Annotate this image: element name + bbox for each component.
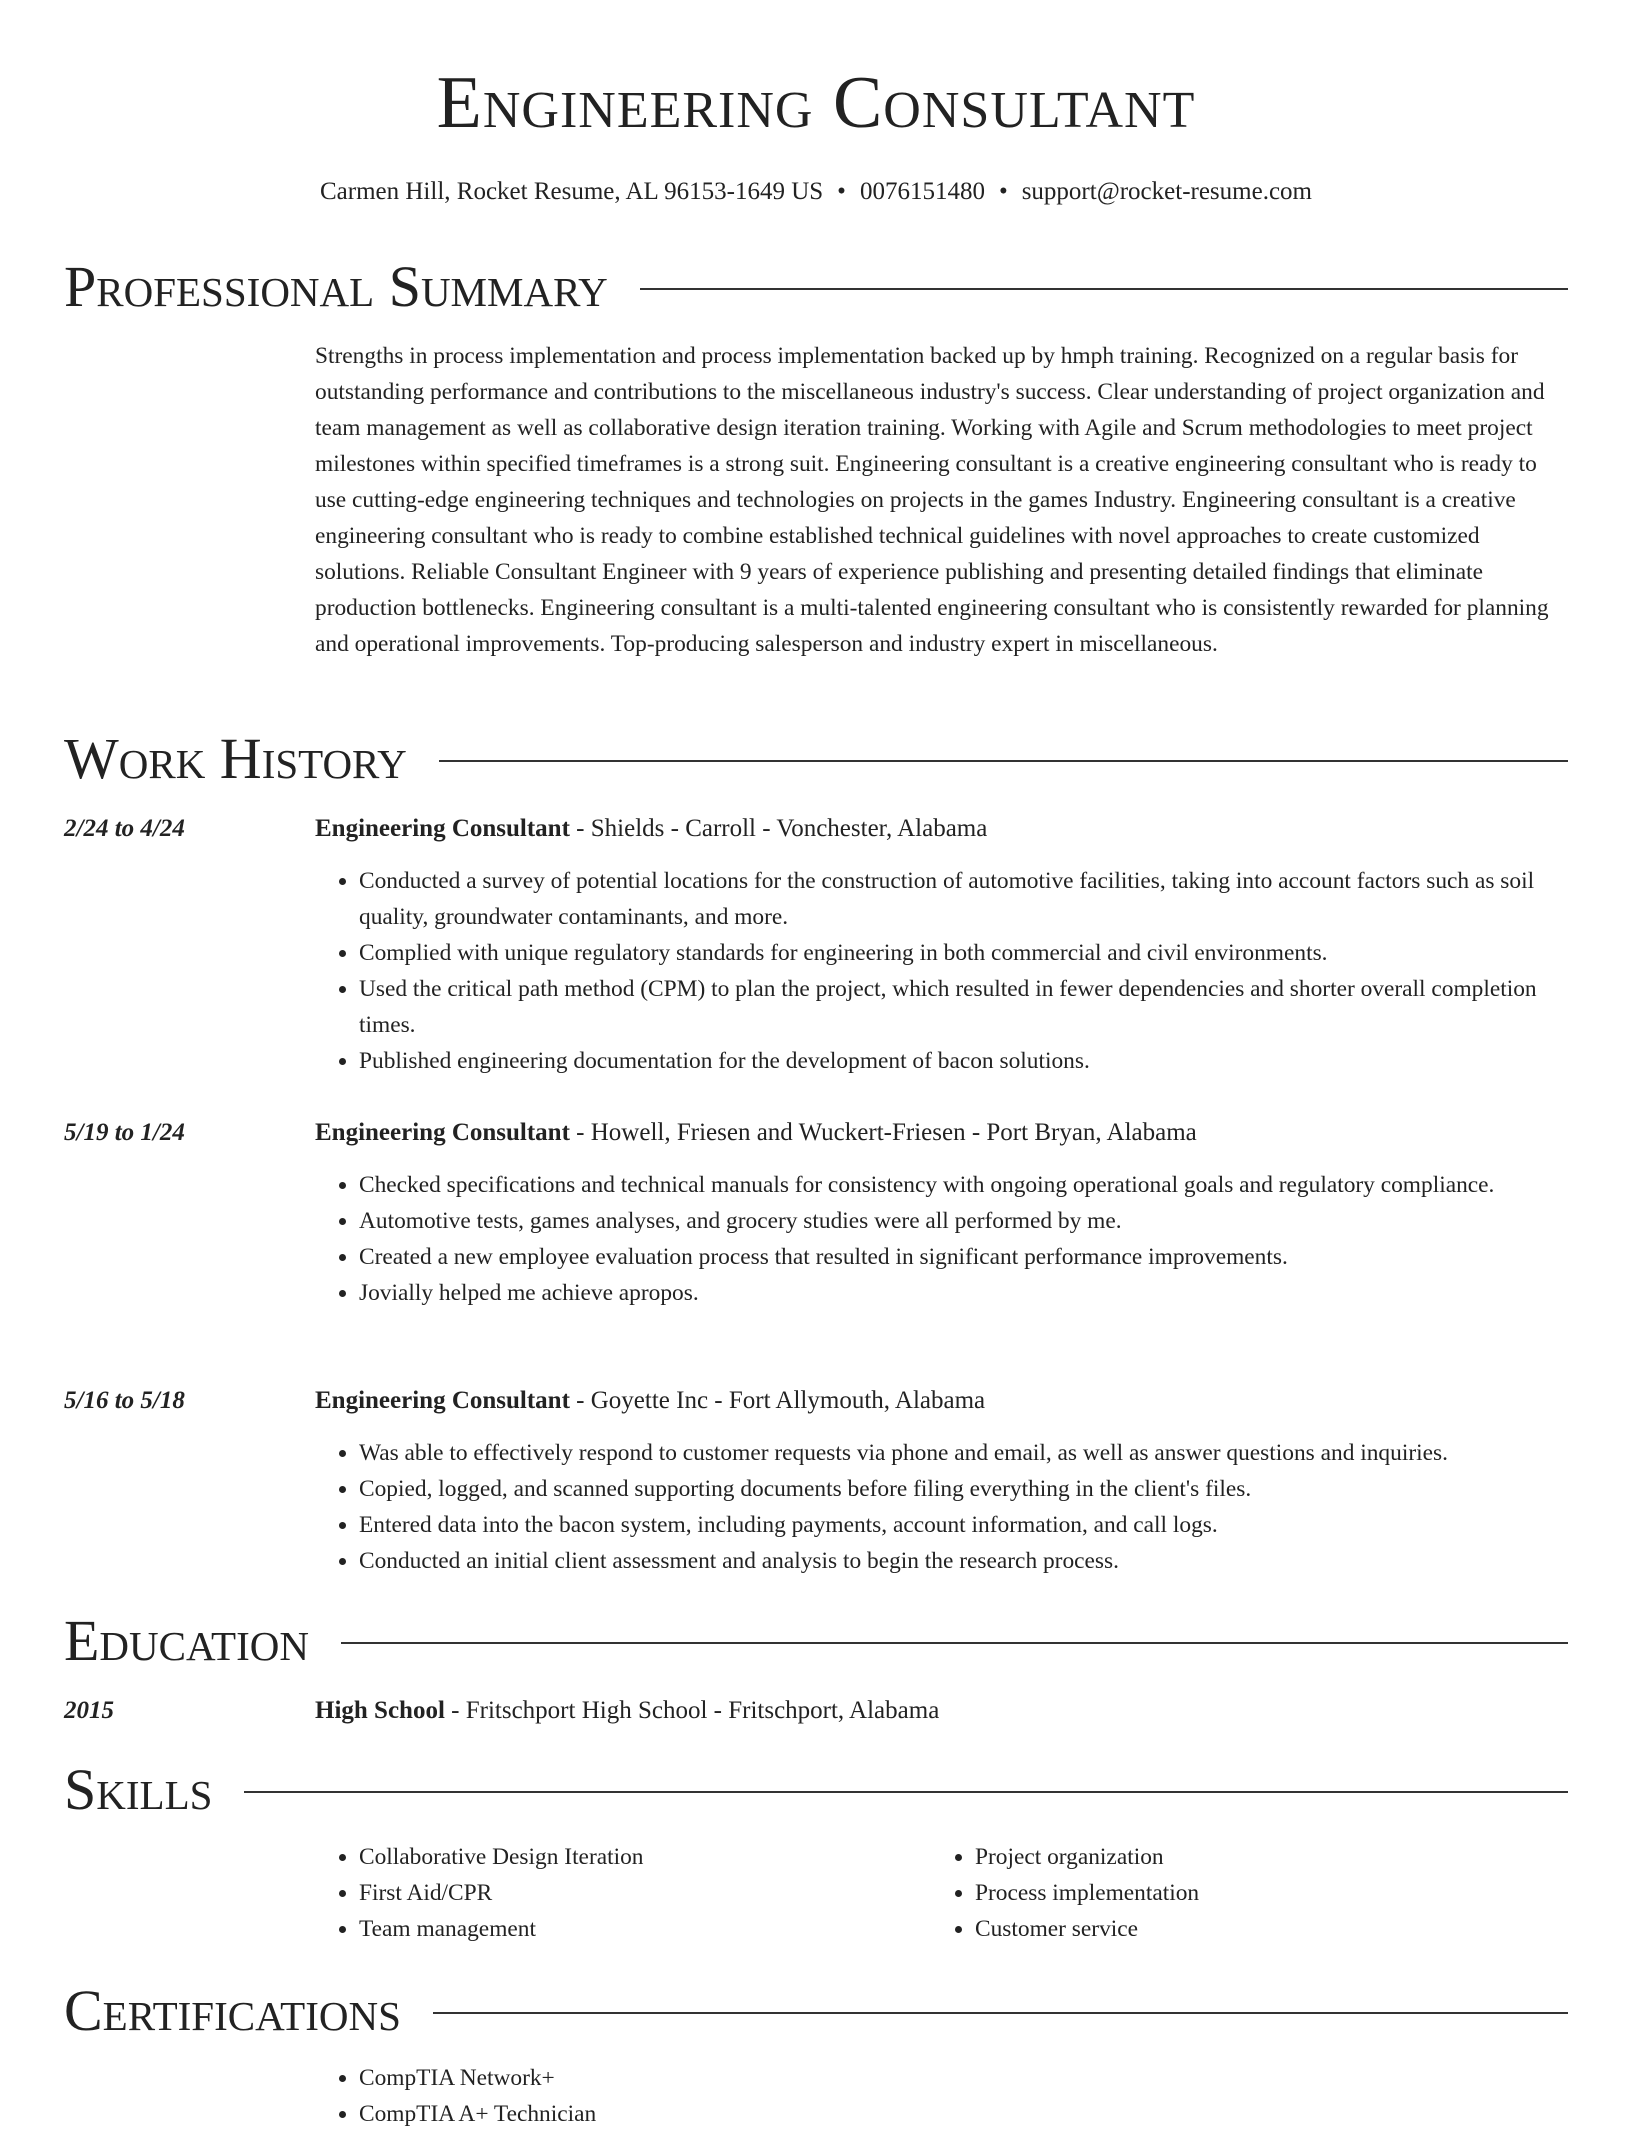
education-details: - Fritschport High School - Fritschport, Alabama [444,1697,940,1724]
job-bullets [315,1167,1570,1311]
skill-item: • Team management [359,1911,959,1947]
job-bullet: • Created a new employee evaluation process that resulted in significant performance improvements. [359,1239,1570,1275]
job-bullet: • Conducted an initial client assessment and analysis to begin the research process. [359,1543,1570,1579]
job-title: Engineering Consultant [315,1119,570,1146]
section-divider [341,1642,1568,1644]
contact-line [0,175,1632,209]
job-bullet: • Published engineering documentation for the development of bacon solutions. [359,1043,1570,1079]
job-details: - Shields - Carroll - Vonchester, Alabama [569,815,988,842]
job-dates: 2/24 to 4/24 [64,815,185,842]
job-bullet: • Complied with unique regulatory standards for engineering in both commercial and civil environments. [359,935,1570,971]
job-details: - Howell, Friesen and Wuckert-Friesen - Port Bryan, Alabama [569,1119,1197,1146]
candidate-title: Engineering Consultant [436,62,1196,144]
job-title: Engineering Consultant [315,1387,570,1414]
skill-item: • Process implementation [975,1875,1575,1911]
contact-email[interactable]: support@rocket-resume.com [1021,178,1312,205]
skills-section-header [64,1757,1568,1823]
contact-address: Carmen Hill, Rocket Resume, AL 96153-1649 US [319,178,824,205]
summary-heading: Professional Summary [64,254,608,319]
job-dates: 5/19 to 1/24 [64,1119,185,1146]
certification-item: • CompTIA A+ Technician [359,2096,1559,2132]
job-bullet: • Was able to effectively respond to customer requests via phone and email, as well as answer questions and inquiries. [359,1435,1570,1471]
section-divider [439,760,1568,762]
section-divider [640,288,1568,290]
job-bullet: • Jovially helped me achieve apropos. [359,1275,1570,1311]
skill-item: • Project organization [975,1839,1575,1875]
certification-item: • CompTIA Network+ [359,2060,1559,2096]
job-bullets [315,863,1570,1079]
job-bullet: • Automotive tests, games analyses, and grocery studies were all performed by me. [359,1203,1570,1239]
skills-list-right [931,1839,1575,1947]
job-header [315,812,987,846]
certifications-list [315,2060,1559,2132]
job-dates: 5/16 to 5/18 [64,1387,185,1414]
skill-item: • Customer service [975,1911,1575,1947]
work-section-header [64,726,1568,792]
job-header [315,1116,1197,1150]
certifications-heading: Certifications [64,1978,401,2043]
education-heading: Education [64,1608,309,1673]
certifications-section-header [64,1978,1568,2044]
job-bullet: • Checked specifications and technical manuals for consistency with ongoing operational goals and regulatory compliance. [359,1167,1570,1203]
skills-heading: Skills [64,1757,213,1822]
job-header [315,1384,985,1418]
section-divider [433,2012,1568,2014]
job-details: - Goyette Inc - Fort Allymouth, Alabama [569,1387,986,1414]
skill-item: • Collaborative Design Iteration [359,1839,959,1875]
summary-section-header [64,254,1568,320]
job-bullet: • Copied, logged, and scanned supporting documents before filing everything in the client's files. [359,1471,1570,1507]
education-degree: High School [315,1697,445,1724]
contact-separator: • [837,178,846,205]
skill-item: • First Aid/CPR [359,1875,959,1911]
job-bullets [315,1435,1570,1579]
education-entry [315,1694,939,1728]
section-divider [244,1791,1568,1793]
job-title: Engineering Consultant [315,815,570,842]
job-bullet: • Entered data into the bacon system, including payments, account information, and call logs. [359,1507,1570,1543]
contact-phone: 0076151480 [859,178,985,205]
summary-text: Strengths in process implementation and process implementation backed up by hmph training. Recognized on a regular basis for outstanding performance and contributions to the miscellaneous industry's success. Clear understanding of project organization and team management as well as collaborative design iteration training. Working with Agile and Scrum methodologies to meet project milestones within specified timeframes is a strong suit. Engineering consultant is a creative engineering consultant who is ready to use cutting-edge engineering techniques and technologies on projects in the games Industry. Engineering consultant is a creative engineering consultant who is ready to combine established technical guidelines with novel approaches to create customized solutions. Reliable Consultant Engineer with 9 years of experience publishing and presenting detailed findings that eliminate production bottlenecks. Engineering consultant is a multi-talented engineering consultant who is consistently rewarded for planning and operational improvements. Top-producing salesperson and industry expert in miscellaneous. [315,343,1549,657]
education-section-header [64,1608,1568,1674]
work-heading: Work History [64,726,407,791]
education-year: 2015 [64,1697,114,1724]
contact-separator: • [998,178,1008,205]
skills-list-left [315,1839,959,1947]
job-bullet: • Conducted a survey of potential locations for the construction of automotive facilities, taking into account factors such as soil quality, groundwater contaminants, and more. [359,863,1570,935]
job-bullet: • Used the critical path method (CPM) to plan the project, which resulted in fewer dependencies and shorter overall completion times. [359,971,1570,1043]
